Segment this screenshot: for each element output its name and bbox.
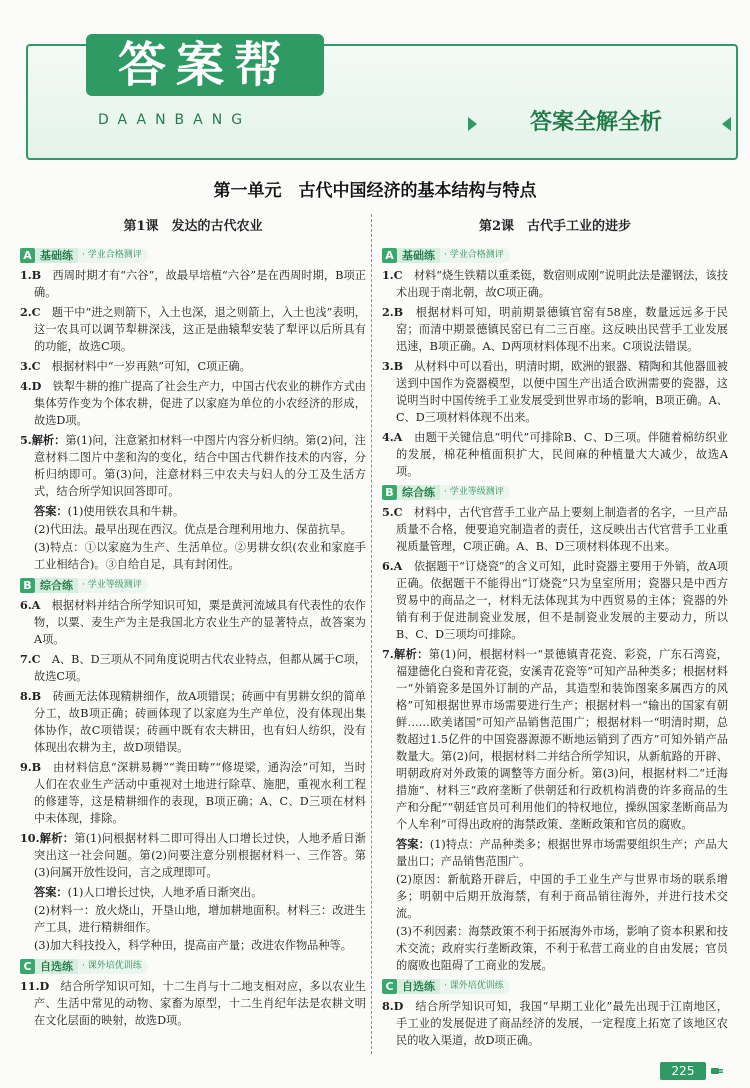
item-text: A、B、D三项从不同角度说明古代农业特点，但都从属于C项，故选C项。	[34, 653, 366, 683]
answer-line: (2)代田法。最早出现在西汉。优点是合理利用地力、保苗抗旱。	[34, 523, 352, 536]
item-number: 7.C	[20, 652, 41, 666]
item-number: 11.D	[20, 979, 50, 993]
section-name: 自选练	[35, 959, 78, 974]
item-number: 7.	[382, 647, 394, 661]
right-column	[382, 216, 728, 1052]
section-sub: · 学业合格测评	[78, 248, 148, 263]
answer-item	[20, 378, 366, 429]
section-name: 综合练	[397, 485, 440, 500]
item-number: 6.A	[20, 598, 41, 612]
section-letter: B	[20, 578, 35, 593]
item-label: 解析：	[39, 831, 75, 845]
section-sub: · 学业等级测评	[440, 485, 510, 500]
item-text: 依据题干“订烧瓷”的含义可知，此时瓷器主要用于外销，故A项正确。依据题干不能得出“订烧瓷”只为皇室所用；瓷器只是中西方贸易中的商品之一，材料无法体现其为中西贸易的主体；瓷器的外销有利于促进制瓷业发展，但不是制瓷业发展的主要动力，所以B、C、D三项均可排除。	[396, 560, 728, 641]
answer-item	[382, 504, 728, 555]
answer-item	[20, 978, 366, 1029]
answer-label: 答案：	[34, 885, 68, 899]
section-name: 基础练	[35, 248, 78, 263]
logo-title: 答案帮	[117, 37, 292, 93]
answer-line: (2)原因：新航路开辟后，中国的手工业生产与世界市场的联系增多；明朝中后期开放海禁，有利于商品销往海外，并进行技术交流。	[396, 873, 728, 920]
item-text: 结合所学知识可知，十二生肖与十二地支相对应，多以农业生产、生活中常见的动物、家畜为原型，十二生肖纪年法是农耕文明在文化层面的映射，故选D项。	[34, 980, 366, 1027]
answer-item	[382, 358, 728, 426]
item-number: 3.C	[20, 359, 41, 373]
item-text: 从材料中可以看出，明清时期，欧洲的银器、精陶和其他器皿被送到中国作为瓷器模型，以便中国生产出适合欧洲需要的瓷器，这说明当时中国传统手工业发展受到世界市场的影响，B项正确。A、C、D三项材料体现不出来。	[396, 360, 728, 424]
item-number: 1.B	[20, 268, 42, 282]
item-number: 10.	[20, 831, 40, 845]
section-header-optional	[382, 978, 728, 995]
item-text: 根据材料中“一岁再熟”可知，C项正确。	[51, 360, 251, 373]
item-number: 5.C	[382, 505, 403, 519]
answer-block	[20, 884, 366, 901]
answer-item	[20, 830, 366, 881]
answer-line: (1)人口增长过快，人地矛盾日渐突出。	[67, 886, 263, 899]
section-letter: C	[382, 979, 397, 994]
item-text: 结合所学知识可知，我国“早期工业化”最先出现于江南地区，手工业的发展促进了商品经济的发展，一定程度上拓宽了该地区农民的收入渠道，故D项正确。	[396, 1000, 728, 1047]
tagline: 答案全解全析	[529, 110, 662, 135]
section-name: 自选练	[397, 979, 440, 994]
logo-subtitle: DAANBANG	[98, 112, 252, 128]
section-sub: · 课外培优训练	[440, 979, 510, 994]
plug-icon	[710, 1064, 724, 1078]
answer-item	[382, 429, 728, 480]
item-number: 2.B	[382, 305, 404, 319]
item-number: 3.B	[382, 359, 404, 373]
item-number: 2.C	[20, 305, 41, 319]
section-letter: A	[382, 248, 397, 263]
section-header-basic	[20, 247, 366, 264]
answer-item	[382, 304, 728, 355]
logo-title-box	[86, 34, 324, 96]
item-text: 题干中“进之则箭下，入土也深，退之则箭上，入土也浅”表明，这一农具可以调节犁耕深浅，这正是曲辕犁安装了犁评以后所具有的功能，故选C项。	[34, 306, 366, 353]
section-letter: A	[20, 248, 35, 263]
section-header-comprehensive	[382, 484, 728, 501]
answer-label: 答案：	[396, 837, 430, 851]
item-text: 材料中，古代官营手工业产品上要刻上制造者的名字，一旦产品质量不合格，便要追究制造者的责任，这反映出古代官营手工业重视质量管理，C项正确。A、B、D三项材料体现不出来。	[396, 506, 728, 553]
answer-item	[20, 597, 366, 648]
answer-block	[382, 836, 728, 870]
item-number: 8.D	[382, 999, 404, 1013]
answer-item	[382, 998, 728, 1049]
answer-item	[20, 688, 366, 756]
item-text: 第(1)问，注意紧扣材料一中图片内容分析归纳。第(2)问，注意材料二图片中垄和沟的变化，结合中国古代耕作技术的内容，分析归纳即可。第(3)问，注意材料三中农夫与妇人的分工及生活方式，结合所学知识回答即可。	[34, 434, 366, 498]
answer-item	[20, 267, 366, 301]
answer-line: (3)加大科技投入，科学种田，提高亩产量；改进农作物品种等。	[34, 939, 352, 952]
answer-item	[382, 646, 728, 833]
section-sub: · 课外培优训练	[78, 959, 148, 974]
item-text: 西周时期才有“六谷”，故最早培植“六谷”是在西周时期，B项正确。	[34, 269, 366, 299]
item-number: 4.A	[382, 430, 403, 444]
answer-item	[20, 304, 366, 355]
answer-item	[382, 267, 728, 301]
item-text: 由材料信息“深耕易耨”“粪田畴”“修堤梁，通沟浍”可知，当时人们在农业生产活动中重视对土地进行除草、施肥，重视水利工程的修建等，这是精耕细作的表现，B项正确；A、C、D三项在材料中未体现，排除。	[34, 761, 366, 825]
section-letter: B	[382, 485, 397, 500]
left-column	[20, 216, 366, 1032]
answer-label: 答案：	[34, 504, 68, 518]
answer-item	[382, 558, 728, 643]
page-number: 225	[660, 1062, 706, 1080]
section-sub: · 学业等级测评	[78, 578, 148, 593]
answer-line: (3)特点：①以家庭为生产、生活单位。②男耕女织(农业和家庭手工业相结合)。③自给自足，具有封闭性。	[34, 541, 366, 571]
section-name: 综合练	[35, 578, 78, 593]
answer-item	[20, 759, 366, 827]
answer-line: (2)材料一：放火烧山，开垦山地，增加耕地面积。材料三：改进生产工具，进行精耕细作。	[34, 904, 366, 934]
unit-title: 第一单元 古代中国经济的基本结构与特点	[213, 181, 537, 201]
answer-block	[20, 503, 366, 520]
answer-item	[20, 651, 366, 685]
item-text: 根据材料可知，明前期景德镇官窑有58座，数量远远多于民窑；而清中期景德镇民窑已有二三百座。这反映出民营手工业发展迅速，B项正确。A、D两项材料体现不出来。C项说法错误。	[396, 306, 728, 353]
column-divider	[371, 214, 372, 1054]
tagline-right-arrow-icon	[722, 117, 731, 131]
item-label: 解析：	[393, 647, 429, 661]
section-header-comprehensive	[20, 577, 366, 594]
item-number: 5.	[20, 433, 32, 447]
answer-item	[20, 432, 366, 500]
answer-item	[20, 358, 366, 375]
item-text: 材料“烧生铁精以重柔铤，数宿则成刚”说明此法是灌钢法，该技术出现于南北朝，故C项正确。	[396, 269, 728, 299]
item-number: 9.B	[20, 760, 42, 774]
item-number: 4.D	[20, 379, 42, 393]
item-text: 铁犁牛耕的推广提高了社会生产力，中国古代农业的耕作方式由集体劳作变为个体农耕，促进了以家庭为单位的小农经济的形成，故选D项。	[34, 380, 366, 427]
answer-line: (1)使用铁农具和牛耕。	[67, 505, 185, 518]
section-name: 基础练	[397, 248, 440, 263]
item-text: 砖画无法体现精耕细作，故A项错误；砖画中有男耕女织的简单分工，故B项正确；砖画体现了以家庭为生产单位，没有体现出集体协作，故C项错误；砖画中既有农夫耕田，也有妇人纺织，没有体现出农耕为主，故D项错误。	[34, 690, 366, 754]
item-text: 由题干关键信息“明代”可排除B、C、D三项。伴随着棉纺织业的发展，棉花种植面积扩大，民间麻的种植量大大减少，故选A项。	[396, 431, 728, 478]
section-header-optional	[20, 958, 366, 975]
lesson-title: 第2课 古代手工业的进步	[478, 219, 632, 234]
answer-line: (3)不利因素：海禁政策不利于拓展海外市场，影响了资本积累和技术交流；政府实行垄断政策，不利于私营工商业的自由发展；官员的腐败也阻碍了工商业的发展。	[396, 925, 728, 972]
answer-line: (1)特点：产品种类多；根据世界市场需要组织生产；产品大量出口；产品销售范围广。	[396, 838, 728, 868]
item-label: 解析：	[31, 433, 66, 447]
item-text: 第(1)问，根据材料一“景德镇青花瓷、彩瓷，广东石湾瓷，福建德化白瓷和青花瓷，安溪青花瓷等”可知产品种类多；根据材料一“外销瓷多是国外订制的产品，其造型和装饰图案多属西方的风格”可知根据世界市场需要进行生产；根据材料一“输出的国家有朝鲜……欧美诸国”可知产品销售范围广；根据材料一“明清时期，总数超过1.5亿件的中国瓷器源源不断地运销到了西方”可知外销产品数量大。第(2)问，根据材料二并结合所学知识，从新航路的开辟、明朝政府对外政策的调整等方面分析。第(3)问，根据材料二“迁海措施”、材料三“政府垄断了供朝廷和行政机构消费的许多商品的生产和分配”“朝廷官员可利用他们的特权地位，操纵国家垄断商品为个人牟利”可得出政府的海禁政策、垄断政策和官员的腐败。	[396, 648, 728, 831]
section-header-basic	[382, 247, 728, 264]
section-letter: C	[20, 959, 35, 974]
item-number: 6.A	[382, 559, 403, 573]
item-text: 根据材料并结合所学知识可知，粟是黄河流域具有代表性的农作物，以粟、麦生产为主是我国北方农业生产的显著特点，故答案为A项。	[34, 599, 366, 646]
item-number: 1.C	[382, 268, 403, 282]
item-number: 8.B	[20, 689, 42, 703]
item-text: 第(1)问根据材料二即可得出人口增长过快，人地矛盾日渐突出这一社会问题。第(2)问要注意分别根据材料一、三作答。第(3)问属开放性设问，言之成理即可。	[34, 832, 366, 879]
lesson-title: 第1课 发达的古代农业	[123, 219, 263, 234]
section-sub: · 学业合格测评	[440, 248, 510, 263]
